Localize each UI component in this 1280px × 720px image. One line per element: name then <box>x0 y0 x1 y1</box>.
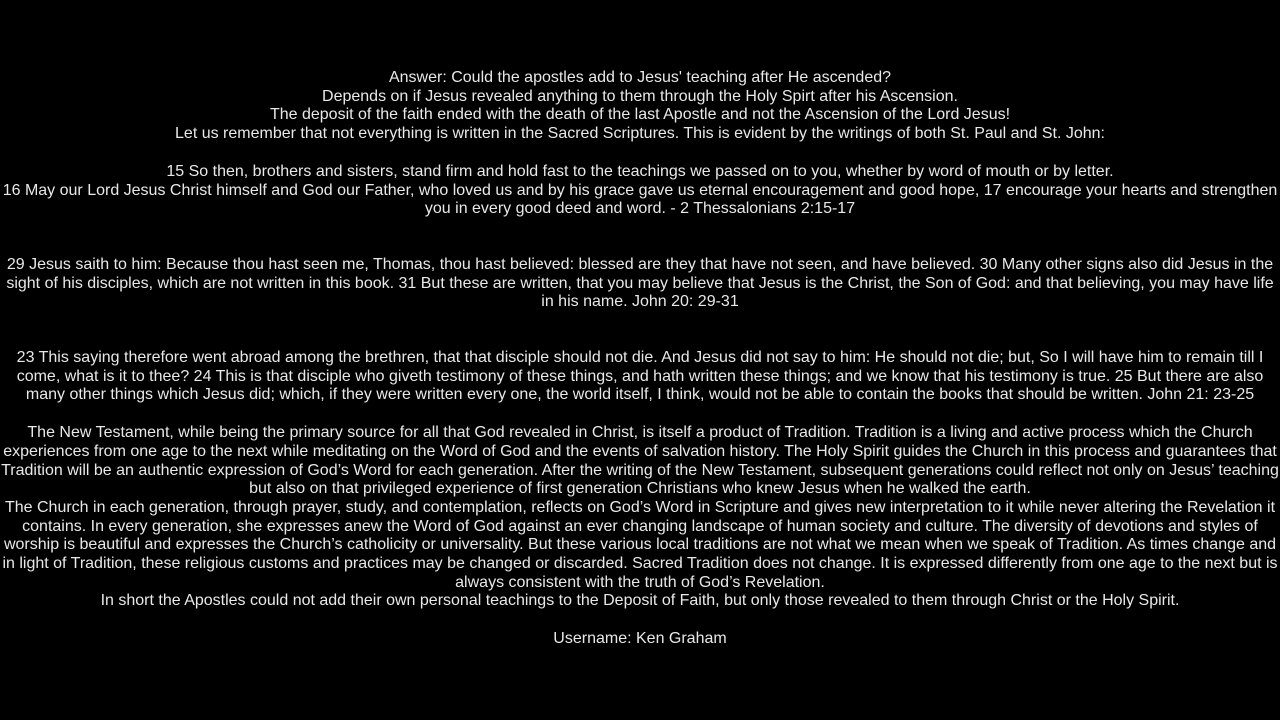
thessalonians-quote <box>0 163 1280 219</box>
john-20-line-1: 29 Jesus saith to him: Because thou hast seen me, Thomas, thou hast believed: blessed are they that have not seen, and have believed. 30 Many other signs also did Jesus in the <box>6 255 1274 273</box>
verse-16-line: 16 May our Lord Jesus Christ himself and God our Father, who loved us and by his grace gave us eternal encouragement and good hope, 17 encourage your hearts and strengthen <box>2 181 1278 199</box>
spacer <box>0 312 1280 349</box>
intro-paragraph <box>0 69 1280 144</box>
john-21-line-2: come, what is it to thee? 24 This is that disciple who giveth testimony of these things, and hath written these things; and we know that his testimony is true. 25 But there are also <box>16 367 1264 385</box>
answer-summary-line: Depends on if Jesus revealed anything to them through the Holy Spirt after his Ascension. <box>322 87 958 105</box>
tradition-line-7: worship is beautiful and expresses the Church’s catholicity or universality. But these various local traditions are not what we mean when we speak of Tradition. As times change and <box>3 536 1277 554</box>
username-label: Username: Ken Graham <box>553 630 727 648</box>
tradition-line-9: always consistent with the truth of God’s Revelation. <box>455 573 825 591</box>
scripture-intro-line: Let us remember that not everything is written in the Sacred Scriptures. This is evident by the writings of both St. Paul and St. John: <box>175 125 1105 143</box>
john-21-line-3: many other things which Jesus did; which, if they were written every one, the world itself, I think, would not be able to contain the books that should be written. John 21: 23-25 <box>25 386 1255 404</box>
spacer <box>0 144 1280 163</box>
tradition-line-8: in light of Tradition, these religious customs and practices may be changed or discarded. Sacred Tradition does not change. It is expressed differently from one age to the next but is <box>2 555 1278 573</box>
spacer <box>0 611 1280 630</box>
john-21-line-1: 23 This saying therefore went abroad among the brethren, that that disciple should not die. And Jesus did not say to him: He should not die; but, So I will have him to remain till I <box>16 349 1264 367</box>
john-20-line-3: in his name. John 20: 29-31 <box>541 293 739 311</box>
spacer <box>0 405 1280 424</box>
tradition-line-3: Tradition will be an authentic expression of God’s Word for each generation. After the writing of the New Testament, subsequent generations could reflect not only on Jesus’ teaching <box>1 461 1279 479</box>
spacer <box>0 219 1280 256</box>
john-20-quote <box>0 256 1280 312</box>
tradition-line-2: experiences from one age to the next while meditating on the Word of God and the events of salvation history. The Holy Spirit guides the Church in this process and guarantees that <box>3 442 1277 460</box>
tradition-line-1: The New Testament, while being the primary source for all that God revealed in Christ, is itself a product of Tradition. Tradition is a living and active process which the Church <box>27 424 1253 442</box>
john-20-line-2: sight of his disciples, which are not written in this book. 31 But these are written, that you may believe that Jesus is the Christ, the Son of God: and that believing, you may have life <box>6 274 1274 292</box>
verse-15-line: 15 So then, brothers and sisters, stand firm and hold fast to the teachings we passed on to you, whether by word of mouth or by letter. <box>166 162 1114 180</box>
tradition-paragraph <box>0 424 1280 611</box>
conclusion-line: In short the Apostles could not add their own personal teachings to the Deposit of Faith, but only those revealed to them through Christ or the Holy Spirit. <box>100 592 1180 610</box>
username-footer <box>0 630 1280 649</box>
tradition-line-5: The Church in each generation, through prayer, study, and contemplation, reflects on God’s Word in Scripture and gives new interpretation to it while never altering the Revelation it <box>4 498 1276 516</box>
deposit-of-faith-line: The deposit of the faith ended with the death of the last Apostle and not the Ascension of the Lord Jesus! <box>269 106 1011 124</box>
answer-question-line: Answer: Could the apostles add to Jesus' teaching after He ascended? <box>388 69 892 86</box>
john-21-quote <box>0 349 1280 405</box>
tradition-line-4: but also on that privileged experience of first generation Christians who knew Jesus when he walked the earth. <box>249 480 1031 498</box>
tradition-line-6: contains. In every generation, she expresses anew the Word of God against an ever changing landscape of human society and culture. The diversity of devotions and styles of <box>22 517 1258 535</box>
verse-16-continued-line: you in every good deed and word. - 2 Thessalonians 2:15-17 <box>424 200 856 218</box>
answer-document <box>0 69 1280 649</box>
